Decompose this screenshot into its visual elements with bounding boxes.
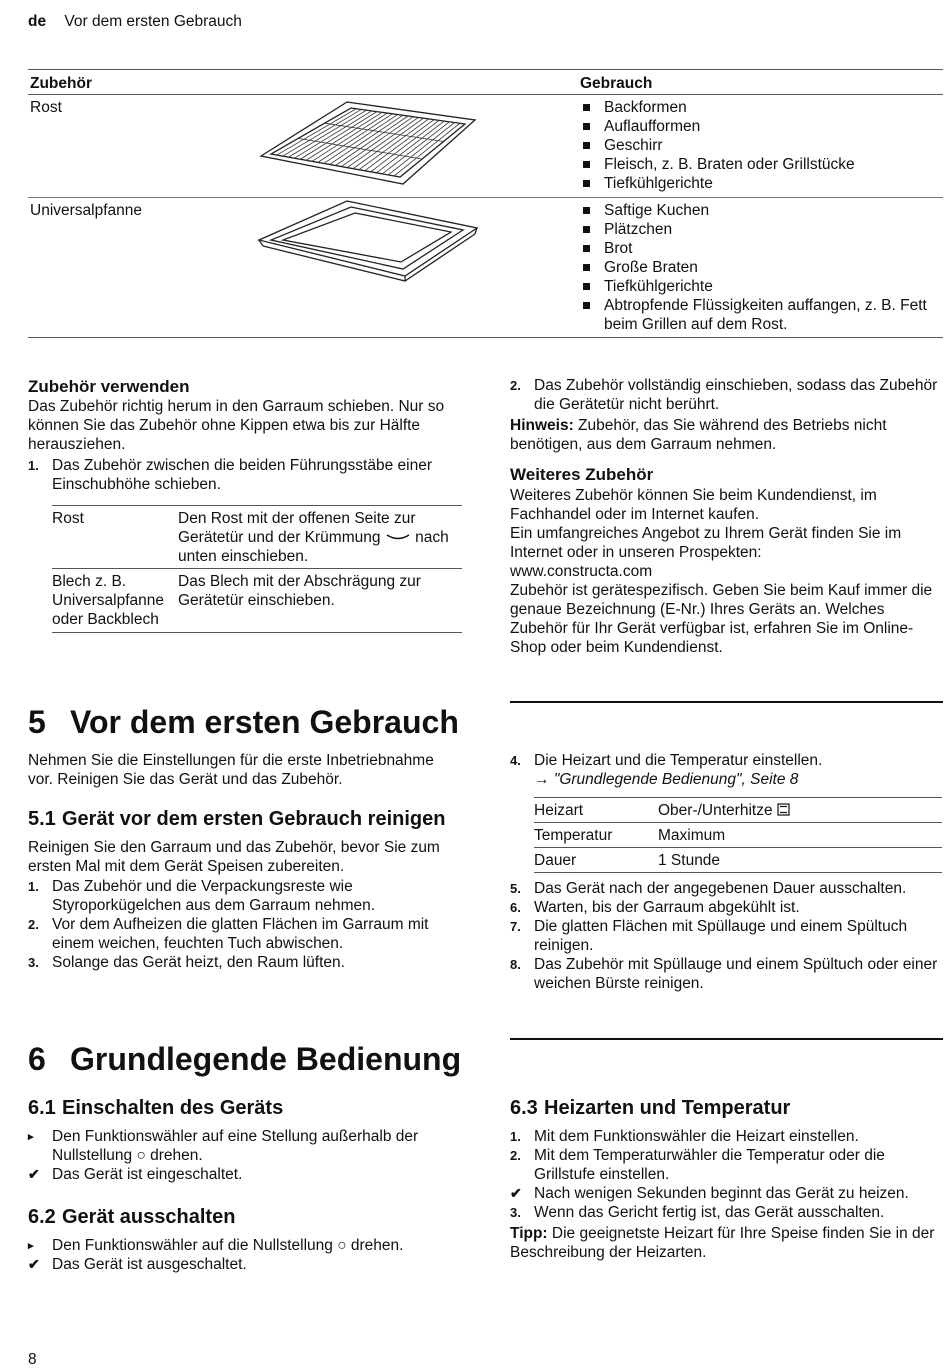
table-row: Rost Den Rost mit der offenen Seite zur Gerätetür und der Krümmung nach unten einschieben. [52,506,462,569]
list-item: ▸ Den Funktionswähler auf eine Stellung außerhalb der Nullstellung ○ drehen. [28,1128,419,1164]
list-item: Backformen [580,98,940,117]
oven-rack-illustration [255,98,480,188]
rack-wire [377,121,445,173]
list-item: 2. Mit dem Temperaturwähler die Temperatur oder die Grillstufe einstellen. [510,1147,885,1183]
running-header [28,12,242,31]
col-usage-header: Gebrauch [580,75,653,92]
curve-down-icon [385,533,411,543]
language-code: de [28,13,47,30]
list-item: ▸ Den Funktionswähler auf die Nullstellung ○ drehen. [28,1237,404,1254]
section-6-left [28,1096,463,1274]
rack-wire [394,123,460,176]
list-item: ✔ Nach wenigen Sekunden beginnt das Gerät zu heizen. [510,1185,909,1202]
settings-table [534,797,942,873]
rack-wire [365,120,434,171]
accessory-rack-name: Rost [30,99,62,116]
list-item: 3. Solange das Gerät heizt, den Raum lüften. [28,954,345,971]
list-item: ✔ Das Gerät ist eingeschaltet. [28,1166,243,1183]
arrow-right-icon: → [534,771,550,788]
more-accessories-title: Weiteres Zubehör [510,465,654,484]
list-item: Abtropfende Flüssigkeiten auffangen, z. B. Fett beim Grillen auf dem Rost. [580,296,940,334]
action-arrow-icon: ▸ [28,1131,34,1143]
check-icon: ✔ [28,1166,40,1182]
section-5-heading: 5 Vor dem ersten Gebrauch [28,704,459,740]
top-bottom-heat-icon [777,803,790,816]
note: Hinweis: Zubehör, das Sie während des Betriebs nicht benötigen, aus dem Garraum nehmen. [510,417,887,453]
list-item: 1. Das Zubehör zwischen die beiden Führungsstäbe einer Einschubhöhe schieben. [28,457,432,493]
section-6-3-heading: 6.3 Heizarten und Temperatur [510,1097,791,1119]
section-5-right [510,751,942,993]
list-item: Große Braten [580,258,940,277]
table-row: Blech z. B. Universalpfanne oder Backblech Das Blech mit der Abschrägung zur Gerätetür einschieben. [52,569,462,633]
use-accessories-intro: Das Zubehör richtig herum in den Garraum schieben. Nur so können Sie das Zubehör ohne Kippen etwa bis zur Hälfte herausziehen. [28,398,445,453]
list-item: Brot [580,239,940,258]
list-item: 2. Das Zubehör vollständig einschieben, sodass das Zubehör die Gerätetür nicht berührt. [510,377,938,413]
list-item: Saftige Kuchen [580,201,940,220]
universal-pan-illustration [255,198,480,283]
list-item: 6. Warten, bis der Garraum abgekühlt ist. [510,899,800,916]
list-item: 2. Vor dem Aufheizen die glatten Flächen im Garraum mit einem weichen, feuchten Tuch abwischen. [28,916,429,952]
list-item: Fleisch, z. B. Braten oder Grillstücke [580,155,940,174]
section-5-1-intro: Reinigen Sie den Garraum und das Zubehör, bevor Sie zum ersten Mal mit dem Gerät Speisen zubereiten. [28,839,440,875]
list-item: Geschirr [580,136,940,155]
list-item: 4. Die Heizart und die Temperatur einstellen. → "Grundlegende Bedienung", Seite 8 [510,752,823,788]
col-accessory-header: Zubehör [30,75,92,92]
table-row: Temperatur Maximum [534,823,942,848]
list-item: ✔ Das Gerät ist ausgeschaltet. [28,1256,247,1273]
list-item: Plätzchen [580,220,940,239]
cleaning-steps [28,877,463,972]
zero-position-icon: ○ [337,1237,347,1254]
section-6-heading: 6 Grundlegende Bedienung [28,1041,462,1077]
section-5-left [28,751,463,972]
list-item: Tiefkühlgerichte [580,174,940,193]
list-item: 1. Mit dem Funktionswähler die Heizart einstellen. [510,1128,859,1145]
more-accessories-text: Weiteres Zubehör können Sie beim Kundendienst, im Fachhandel oder im Internet kaufen. Ein umfangreiches Angebot zu Ihrem Gerät finden Sie im Internet oder in unseren Prospekten: www.constructa.com Zubehör ist gerätespezifisch. Geben Sie beim Kauf immer die genaue Bezeichnung (E-Nr.) Ihres Geräts an. Welches Zubehör für Ihr Gerät verfügbar ist, erfahren Sie im Online-Shop oder beim Kundendienst. [510,487,933,656]
section-5-1-heading: 5.1 Gerät vor dem ersten Gebrauch reinigen [28,808,446,830]
use-accessories-section [28,376,463,633]
list-item: 7. Die glatten Flächen mit Spüllauge und einem Spültuch reinigen. [510,918,908,954]
tip: Tipp: Die geeignetste Heizart für Ihre Speise finden Sie in der Beschreibung der Heizarten. [510,1225,935,1261]
use-accessories-continued [510,376,942,657]
list-item: Auflaufformen [580,117,940,136]
zero-position-icon: ○ [136,1147,146,1164]
list-item: 3. Wenn das Gericht fertig ist, das Gerät ausschalten. [510,1204,885,1221]
rack-wire [341,117,413,167]
section-6-1-heading: 6.1 Einschalten des Geräts [28,1097,284,1119]
check-icon: ✔ [28,1256,40,1272]
accessory-pan-name: Universalpfanne [30,202,143,219]
rack-wire [371,120,439,171]
table-row: Heizart Ober-/Unterhitze [534,798,942,823]
action-arrow-icon: ▸ [28,1240,34,1252]
list-item: 5. Das Gerät nach der angegebenen Dauer ausschalten. [510,880,907,897]
header-title: Vor dem ersten Gebrauch [64,13,242,30]
check-icon: ✔ [510,1185,522,1201]
use-accessories-title: Zubehör verwenden [28,377,190,396]
section-5-intro: Nehmen Sie die Einstellungen für die erste Inbetriebnahme vor. Reinigen Sie das Gerät und das Zubehör. [28,752,434,788]
list-item: 1. Das Zubehör und die Verpackungsreste wie Styroporkügelchen aus dem Garraum nehmen. [28,878,376,914]
rack-usage-list [580,98,940,193]
table-row: Dauer 1 Stunde [534,848,942,873]
pan-usage-list [580,201,940,334]
section-6-2-heading: 6.2 Gerät ausschalten [28,1206,236,1228]
section-6-right [510,1096,942,1262]
cross-reference-link[interactable]: "Grundlegende Bedienung", Seite 8 [553,771,799,788]
list-item: Tiefkühlgerichte [580,277,940,296]
rack-wire [382,122,449,174]
page-number: 8 [28,1351,37,1368]
list-item: 8. Das Zubehör mit Spüllauge und einem Spültuch oder einer weichen Bürste reinigen. [510,956,938,992]
insert-instructions-table [52,505,462,633]
